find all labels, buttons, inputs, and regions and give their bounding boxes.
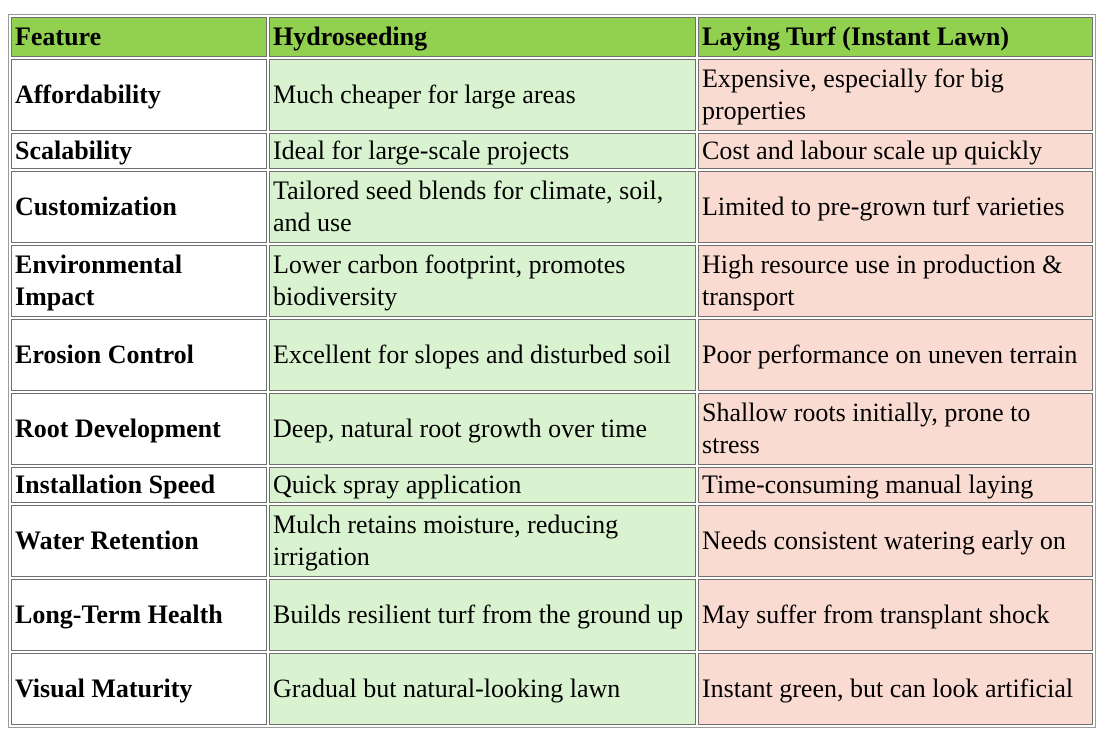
hydroseeding-cell: Lower carbon footprint, promotes biodiversity bbox=[269, 245, 696, 317]
table-row bbox=[11, 505, 1093, 577]
feature-cell: Environmental Impact bbox=[11, 245, 267, 317]
turf-cell: Poor performance on uneven terrain bbox=[698, 319, 1093, 391]
comparison-table bbox=[8, 14, 1096, 728]
feature-cell: Installation Speed bbox=[11, 467, 267, 503]
hydroseeding-cell: Ideal for large-scale projects bbox=[269, 133, 696, 169]
comparison-table-container bbox=[8, 14, 1094, 728]
hydroseeding-cell: Deep, natural root growth over time bbox=[269, 393, 696, 465]
hydroseeding-cell: Quick spray application bbox=[269, 467, 696, 503]
feature-cell: Scalability bbox=[11, 133, 267, 169]
feature-cell: Customization bbox=[11, 171, 267, 243]
table-row bbox=[11, 245, 1093, 317]
feature-cell: Root Development bbox=[11, 393, 267, 465]
table-row bbox=[11, 467, 1093, 503]
hydroseeding-cell: Excellent for slopes and disturbed soil bbox=[269, 319, 696, 391]
hydroseeding-cell: Tailored seed blends for climate, soil, and use bbox=[269, 171, 696, 243]
turf-cell: Cost and labour scale up quickly bbox=[698, 133, 1093, 169]
table-header-row bbox=[11, 17, 1093, 57]
feature-cell: Water Retention bbox=[11, 505, 267, 577]
turf-cell: May suffer from transplant shock bbox=[698, 579, 1093, 651]
table-row bbox=[11, 653, 1093, 725]
turf-cell: Needs consistent watering early on bbox=[698, 505, 1093, 577]
feature-cell: Erosion Control bbox=[11, 319, 267, 391]
table-row bbox=[11, 171, 1093, 243]
header-hydroseeding: Hydroseeding bbox=[269, 17, 696, 57]
hydroseeding-cell: Much cheaper for large areas bbox=[269, 59, 696, 131]
hydroseeding-cell: Gradual but natural-looking lawn bbox=[269, 653, 696, 725]
header-feature: Feature bbox=[11, 17, 267, 57]
turf-cell: Time-consuming manual laying bbox=[698, 467, 1093, 503]
table-row bbox=[11, 133, 1093, 169]
turf-cell: Expensive, especially for big properties bbox=[698, 59, 1093, 131]
turf-cell: Shallow roots initially, prone to stress bbox=[698, 393, 1093, 465]
feature-cell: Visual Maturity bbox=[11, 653, 267, 725]
table-row bbox=[11, 319, 1093, 391]
table-row bbox=[11, 393, 1093, 465]
feature-cell: Long-Term Health bbox=[11, 579, 267, 651]
table-row bbox=[11, 579, 1093, 651]
turf-cell: High resource use in production & transport bbox=[698, 245, 1093, 317]
feature-cell: Affordability bbox=[11, 59, 267, 131]
turf-cell: Instant green, but can look artificial bbox=[698, 653, 1093, 725]
turf-cell: Limited to pre-grown turf varieties bbox=[698, 171, 1093, 243]
header-laying-turf: Laying Turf (Instant Lawn) bbox=[698, 17, 1093, 57]
hydroseeding-cell: Builds resilient turf from the ground up bbox=[269, 579, 696, 651]
table-row bbox=[11, 59, 1093, 131]
hydroseeding-cell: Mulch retains moisture, reducing irrigation bbox=[269, 505, 696, 577]
